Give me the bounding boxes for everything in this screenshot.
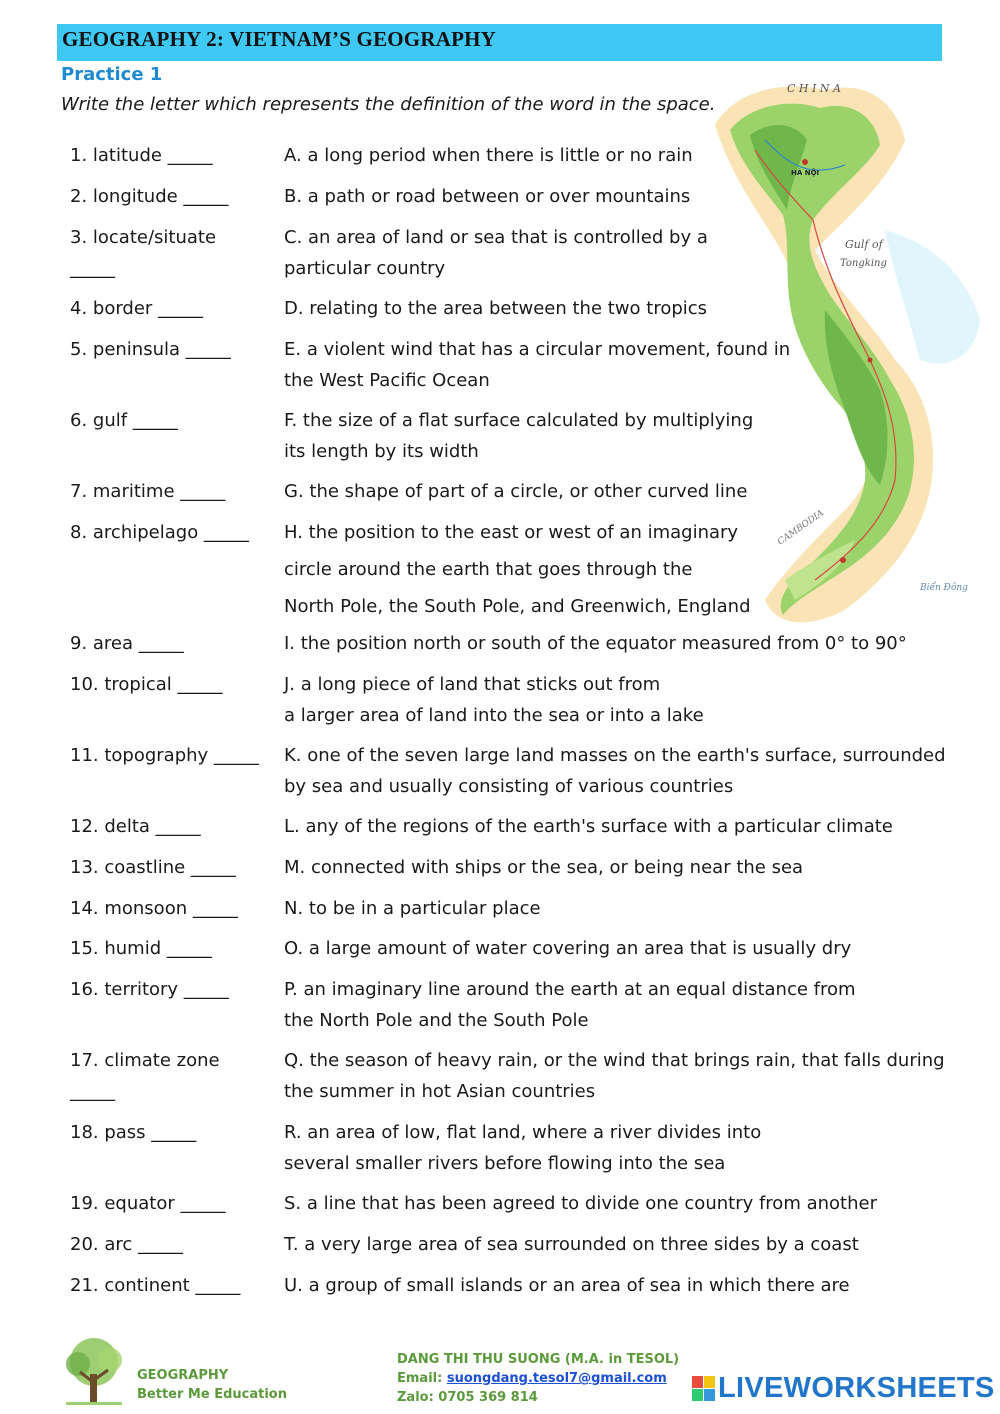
practice-heading: Practice 1 bbox=[61, 64, 163, 85]
definition-item: J. a long piece of land that sticks out from bbox=[284, 674, 661, 695]
term-item[interactable]: 19. equator _____ bbox=[70, 1193, 226, 1214]
author-zalo: Zalo: 0705 369 814 bbox=[397, 1390, 538, 1405]
term-item[interactable]: 1. latitude _____ bbox=[70, 145, 213, 166]
term-blank[interactable]: _____ bbox=[70, 258, 115, 279]
term-item[interactable]: 10. tropical _____ bbox=[70, 674, 223, 695]
tree-logo-icon bbox=[56, 1334, 132, 1410]
definition-item: A. a long period when there is little or no rain bbox=[284, 145, 693, 166]
definition-item-cont: a larger area of land into the sea or into a lake bbox=[284, 705, 704, 726]
definition-item: F. the size of a flat surface calculated by multiplying bbox=[284, 410, 754, 431]
definition-item: N. to be in a particular place bbox=[284, 898, 541, 919]
term-item[interactable]: 9. area _____ bbox=[70, 633, 184, 654]
footer-brand-line2: Better Me Education bbox=[137, 1387, 287, 1402]
definition-item: M. connected with ships or the sea, or being near the sea bbox=[284, 857, 804, 878]
term-item[interactable]: 14. monsoon _____ bbox=[70, 898, 238, 919]
page-title: GEOGRAPHY 2: VIETNAM’S GEOGRAPHY bbox=[62, 27, 496, 51]
definition-item-cont: its length by its width bbox=[284, 441, 479, 462]
definition-item: G. the shape of part of a circle, or other curved line bbox=[284, 481, 748, 502]
term-item[interactable]: 4. border _____ bbox=[70, 298, 204, 319]
map-label-sea: Biển Đông bbox=[920, 583, 968, 593]
map-label-china: C H I N A bbox=[787, 82, 841, 95]
definition-item: S. a line that has been agreed to divide one country from another bbox=[284, 1193, 877, 1214]
term-item[interactable]: 7. maritime _____ bbox=[70, 481, 226, 502]
definition-item-cont: by sea and usually consisting of various countries bbox=[284, 776, 734, 797]
email-link[interactable]: suongdang.tesol7@gmail.com bbox=[446, 1371, 667, 1386]
term-item[interactable]: 11. topography _____ bbox=[70, 745, 259, 766]
definition-item: T. a very large area of sea surrounded on three sides by a coast bbox=[284, 1234, 859, 1255]
definition-item: H. the position to the east or west of an imaginary bbox=[284, 522, 739, 543]
term-item[interactable]: 6. gulf _____ bbox=[70, 410, 178, 431]
definition-item-cont: North Pole, the South Pole, and Greenwich, England bbox=[284, 596, 751, 617]
term-item[interactable]: 21. continent _____ bbox=[70, 1275, 241, 1296]
definition-item-cont: the West Pacific Ocean bbox=[284, 370, 490, 391]
term-item[interactable]: 16. territory _____ bbox=[70, 979, 229, 1000]
definition-item-cont: circle around the earth that goes through the bbox=[284, 559, 693, 580]
definition-item: Q. the season of heavy rain, or the wind that brings rain, that falls during bbox=[284, 1050, 945, 1071]
term-item[interactable]: 15. humid _____ bbox=[70, 938, 212, 959]
liveworksheets-text: LIVEWORKSHEETS bbox=[718, 1372, 995, 1404]
term-item[interactable]: 5. peninsula _____ bbox=[70, 339, 231, 360]
term-item[interactable]: 20. arc _____ bbox=[70, 1234, 184, 1255]
author-name: DANG THI THU SUONG (M.A. in TESOL) bbox=[397, 1352, 680, 1367]
term-item[interactable]: 2. longitude _____ bbox=[70, 186, 229, 207]
term-blank[interactable]: _____ bbox=[70, 1081, 115, 1102]
map-label-hanoi: HÀ NỘI bbox=[791, 169, 820, 177]
footer-brand-line1: GEOGRAPHY bbox=[137, 1368, 229, 1383]
definition-item: R. an area of low, flat land, where a river divides into bbox=[284, 1122, 762, 1143]
definition-item: C. an area of land or sea that is controlled by a bbox=[284, 227, 708, 248]
definition-item: E. a violent wind that has a circular movement, found in bbox=[284, 339, 791, 360]
definition-item-cont: the North Pole and the South Pole bbox=[284, 1010, 589, 1031]
term-item[interactable]: 17. climate zone bbox=[70, 1050, 220, 1071]
map-sea bbox=[885, 230, 980, 364]
map-label-cambodia: CAMBODIA bbox=[775, 508, 826, 548]
liveworksheets-icon bbox=[692, 1376, 716, 1402]
definition-item: K. one of the seven large land masses on the earth's surface, surrounded bbox=[284, 745, 946, 766]
email-label: Email: bbox=[397, 1371, 447, 1386]
definition-item: O. a large amount of water covering an area that is usually dry bbox=[284, 938, 852, 959]
author-email-line bbox=[397, 1369, 679, 1388]
definition-item: I. the position north or south of the equator measured from 0° to 90° bbox=[284, 633, 907, 654]
term-item[interactable]: 12. delta _____ bbox=[70, 816, 201, 837]
definition-item: D. relating to the area between the two tropics bbox=[284, 298, 708, 319]
definition-item-cont: several smaller rivers before flowing into the sea bbox=[284, 1153, 726, 1174]
map-label-gulf: Gulf of bbox=[845, 238, 883, 251]
definition-item: L. any of the regions of the earth's surface with a particular climate bbox=[284, 816, 893, 837]
term-item[interactable]: 3. locate/situate bbox=[70, 227, 217, 248]
term-item[interactable]: 8. archipelago _____ bbox=[70, 522, 249, 543]
instruction-text: Write the letter which represents the definition of the word in the space. bbox=[61, 94, 716, 115]
title-bar bbox=[57, 24, 942, 61]
footer-brand bbox=[137, 1366, 287, 1404]
definition-item-cont: particular country bbox=[284, 258, 446, 279]
footer-author-block bbox=[397, 1350, 679, 1407]
definition-item: U. a group of small islands or an area of sea in which there are bbox=[284, 1275, 850, 1296]
term-item[interactable]: 18. pass _____ bbox=[70, 1122, 197, 1143]
definition-item: P. an imaginary line around the earth at an equal distance from bbox=[284, 979, 856, 1000]
definition-item: B. a path or road between or over mountains bbox=[284, 186, 691, 207]
term-item[interactable]: 13. coastline _____ bbox=[70, 857, 236, 878]
definition-item-cont: the summer in hot Asian countries bbox=[284, 1081, 596, 1102]
map-label-tongking: Tongking bbox=[840, 258, 887, 269]
